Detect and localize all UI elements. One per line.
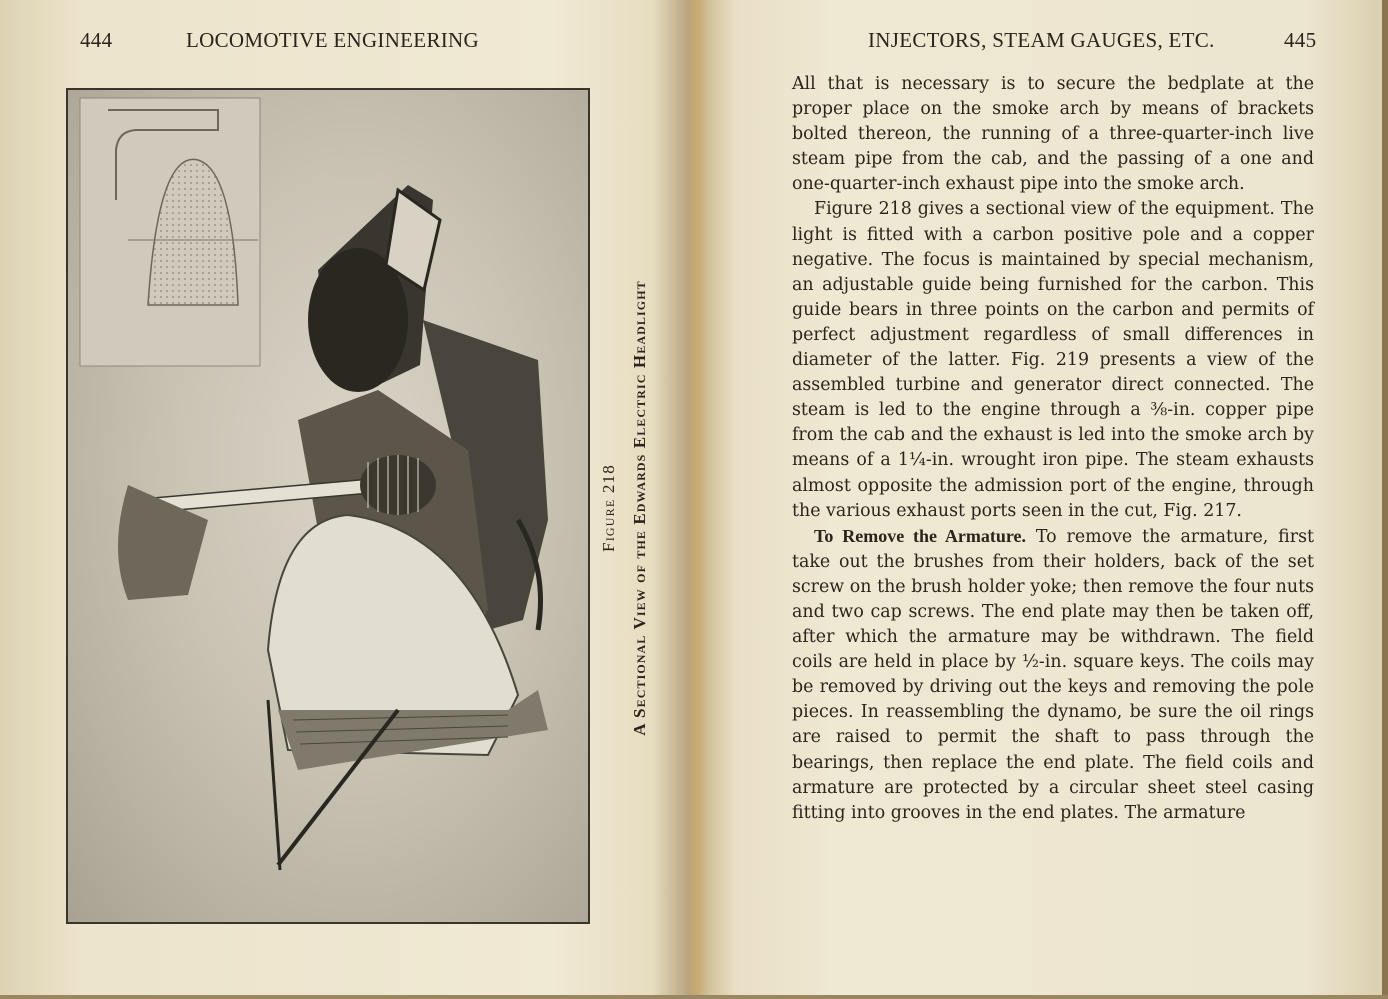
gutter	[686, 0, 708, 999]
paragraph-3-text: To remove the armature, first take out the brushes from their holders, back of the set screw on the brush holder yoke; then remove the four nuts and two cap screws. The end plate may then be taken off, after which the armature may be withdrawn. The field coils are held in place by ½-in. square keys. The coils may be removed by driving out the keys and removing the pole pieces. In reassembling the dynamo, be sure the oil rings are raised to permit the shaft to pass through the bearings, then replace the end plate. The field coils and armature are protected by a circular sheet steel casing fitting into grooves in the end plates. The armature	[792, 526, 1315, 823]
body-text	[792, 72, 1314, 826]
paragraph-3	[792, 524, 1314, 826]
figure-label: Figure 218	[599, 464, 618, 552]
section-heading: To Remove the Armature.	[814, 525, 1027, 546]
paragraph-1: All that is necessary is to secure the bedplate at the proper place on the smoke arch by means of brackets bolted thereon, the running of a three-quarter-inch live steam pipe from the cab, and the passing of a one and one-quarter-inch exhaust pipe into the smoke arch.	[792, 74, 1314, 195]
figure-title: A Sectional View of the Edwards Electric Headlight	[630, 280, 649, 736]
figure-218-plate	[66, 88, 590, 924]
right-running-head: INJECTORS, STEAM GAUGES, ETC.	[868, 28, 1215, 52]
right-page-number: 445	[1284, 28, 1317, 52]
left-running-head: LOCOMOTIVE ENGINEERING	[186, 28, 479, 52]
left-page-number: 444	[80, 28, 113, 52]
headlight-illustration	[68, 90, 588, 922]
page-edge	[1382, 0, 1388, 999]
figure-caption	[598, 248, 656, 768]
paragraph-2: Figure 218 gives a sectional view of the equipment. The light is fitted with a carbon positive pole and a copper negative. The focus is maintained by special mechanism, an adjustable guide being furnished for the carbon. This guide bears in three points on the carbon and permits of perfect adjustment regardless of small differences in diameter of the latter. Fig. 219 presents a view of the assembled turbine and generator direct connected. The steam is led to the engine through a ⅜-in. copper pipe from the cab and the exhaust is led into the smoke arch by means of a 1¼-in. wrought iron pipe. The steam exhausts almost opposite the admission port of the engine, through the various exhaust ports seen in the cut, Fig. 217.	[792, 199, 1314, 521]
page-edge-bottom	[0, 995, 1388, 999]
